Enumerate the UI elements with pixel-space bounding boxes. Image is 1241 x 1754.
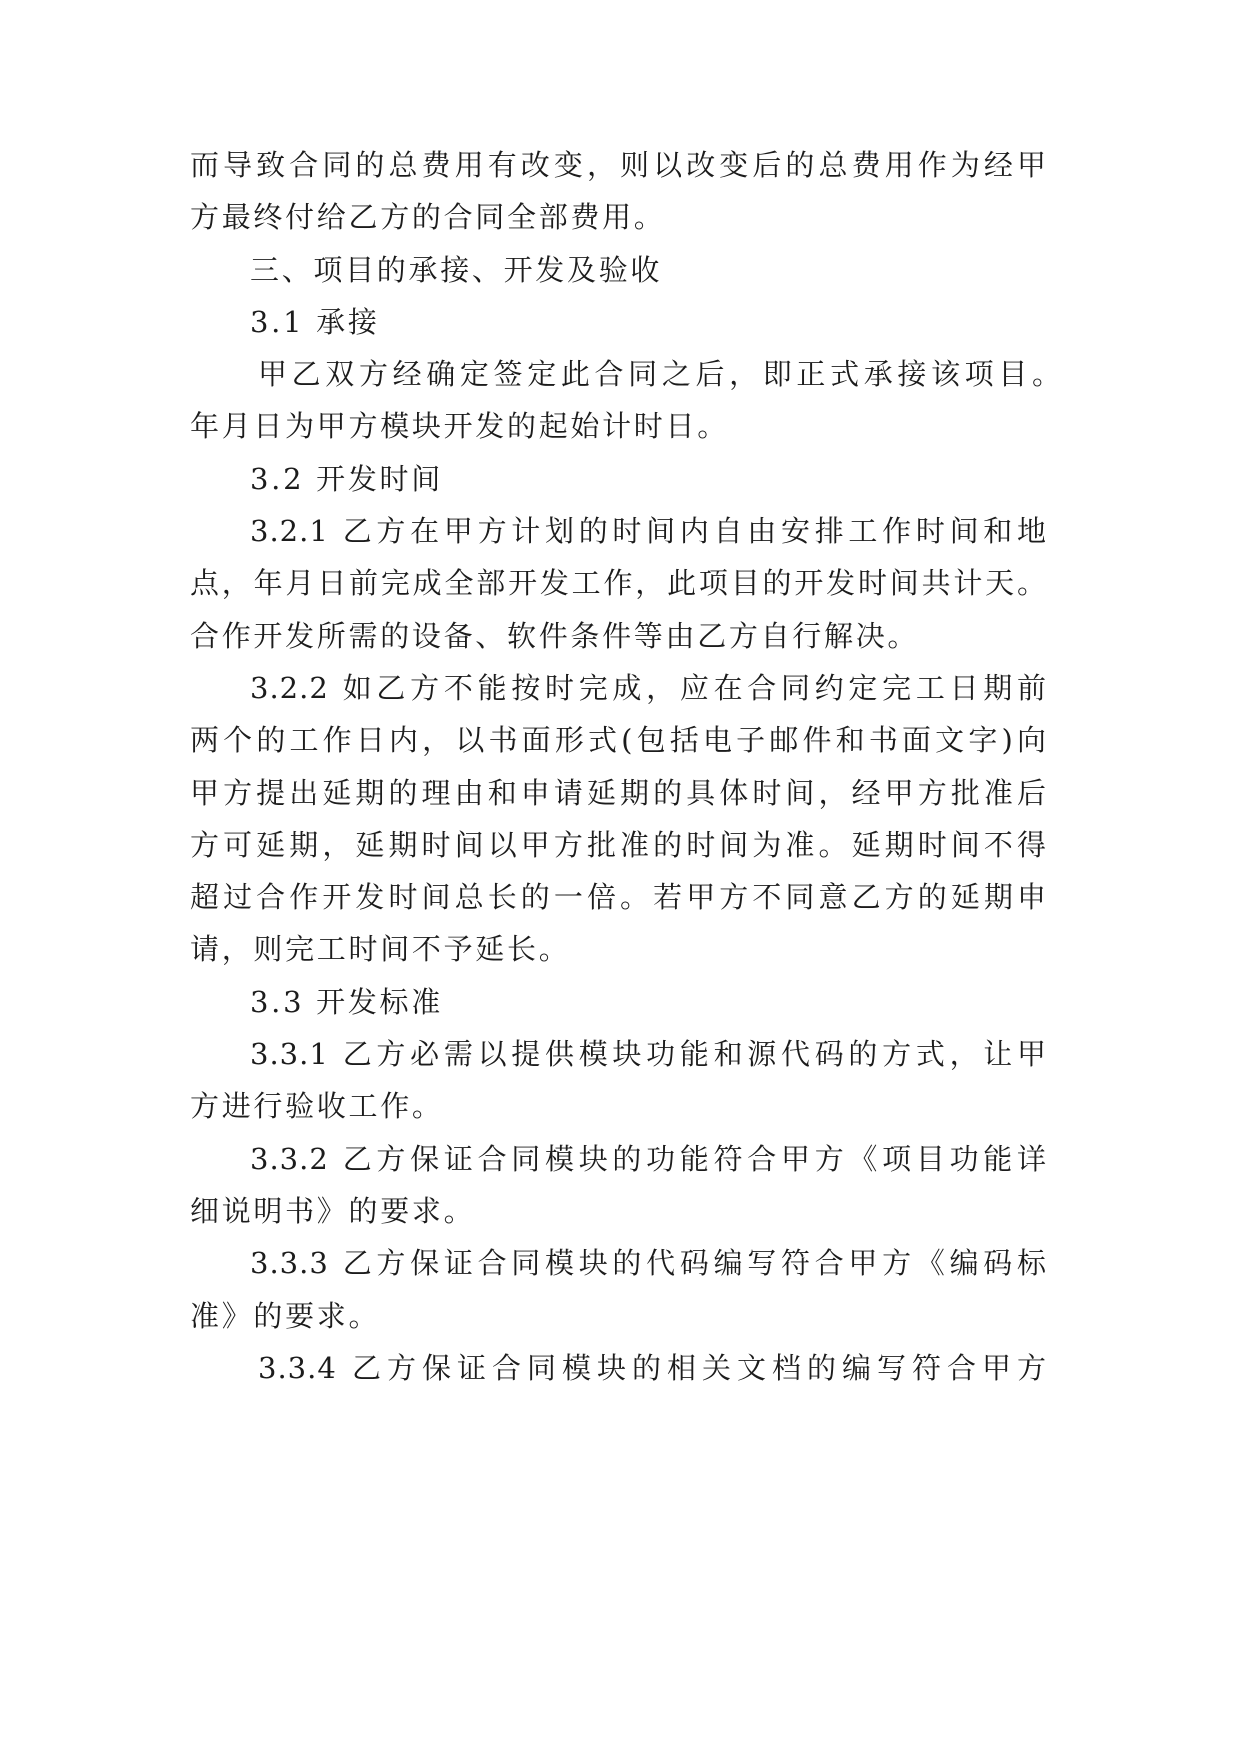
text-line: 3.3.3 乙方保证合同模块的代码编写符合甲方《编码标: [250, 1246, 1047, 1281]
paragraph-continued: [0, 139, 1241, 244]
text-line: 点，年月日前完成全部开发工作，此项目的开发时间共计天。: [190, 566, 1047, 601]
text-line: 3.2.1 乙方在甲方计划的时间内自由安排工作时间和地: [250, 514, 1047, 549]
clause-paragraph: [0, 505, 1241, 662]
subsection-heading: [0, 453, 1241, 505]
text-line: 请，则完工时间不予延长。: [190, 932, 571, 967]
text-line: 方进行验收工作。: [190, 1089, 444, 1124]
clause-paragraph: [0, 1028, 1241, 1133]
text-line: 两个的工作日内，以书面形式(包括电子邮件和书面文字)向: [190, 723, 1047, 758]
text-line: 甲乙双方经确定签定此合同之后，即正式承接该项目。: [258, 357, 1062, 392]
text-line: 3.3.2 乙方保证合同模块的功能符合甲方《项目功能详: [250, 1141, 1047, 1176]
clause-paragraph: [0, 1133, 1241, 1238]
text-line: 准》的要求。: [190, 1298, 381, 1333]
section-heading-text: 三、项目的承接、开发及验收: [250, 252, 663, 287]
subsection-heading-text: 3.2 开发时间: [250, 461, 443, 496]
text-line: 细说明书》的要求。: [190, 1193, 476, 1228]
subsection-heading: [0, 296, 1241, 348]
subsection-heading: [0, 976, 1241, 1028]
text-line: 合作开发所需的设备、软件条件等由乙方自行解决。: [190, 618, 920, 653]
text-line: 3.2.2 如乙方不能按时完成，应在合同约定完工日期前: [250, 670, 1047, 705]
subsection-heading-text: 3.1 承接: [250, 304, 380, 339]
text-line: 3.3.1 乙方必需以提供模块功能和源代码的方式，让甲: [250, 1037, 1047, 1072]
text-line: 方可延期，延期时间以甲方批准的时间为准。延期时间不得: [190, 827, 1047, 862]
section-heading: [0, 244, 1241, 296]
subsection-heading-text: 3.3 开发标准: [250, 984, 443, 1019]
clause-paragraph: [0, 1237, 1241, 1342]
text-line: 而导致合同的总费用有改变，则以改变后的总费用作为经甲: [190, 148, 1047, 182]
document-body: [0, 139, 1241, 1394]
clause-paragraph: [0, 1342, 1241, 1394]
text-line: 方最终付给乙方的合同全部费用。: [190, 200, 666, 235]
text-line: 甲方提出延期的理由和申请延期的具体时间，经甲方批准后: [190, 775, 1047, 810]
clause-paragraph: [0, 662, 1241, 976]
text-line: 超过合作开发时间总长的一倍。若甲方不同意乙方的延期申: [190, 880, 1047, 915]
clause-paragraph: [0, 348, 1241, 453]
text-line: 年月日为甲方模块开发的起始计时日。: [190, 409, 729, 444]
text-line: 3.3.4 乙方保证合同模块的相关文档的编写符合甲方: [258, 1350, 1047, 1385]
